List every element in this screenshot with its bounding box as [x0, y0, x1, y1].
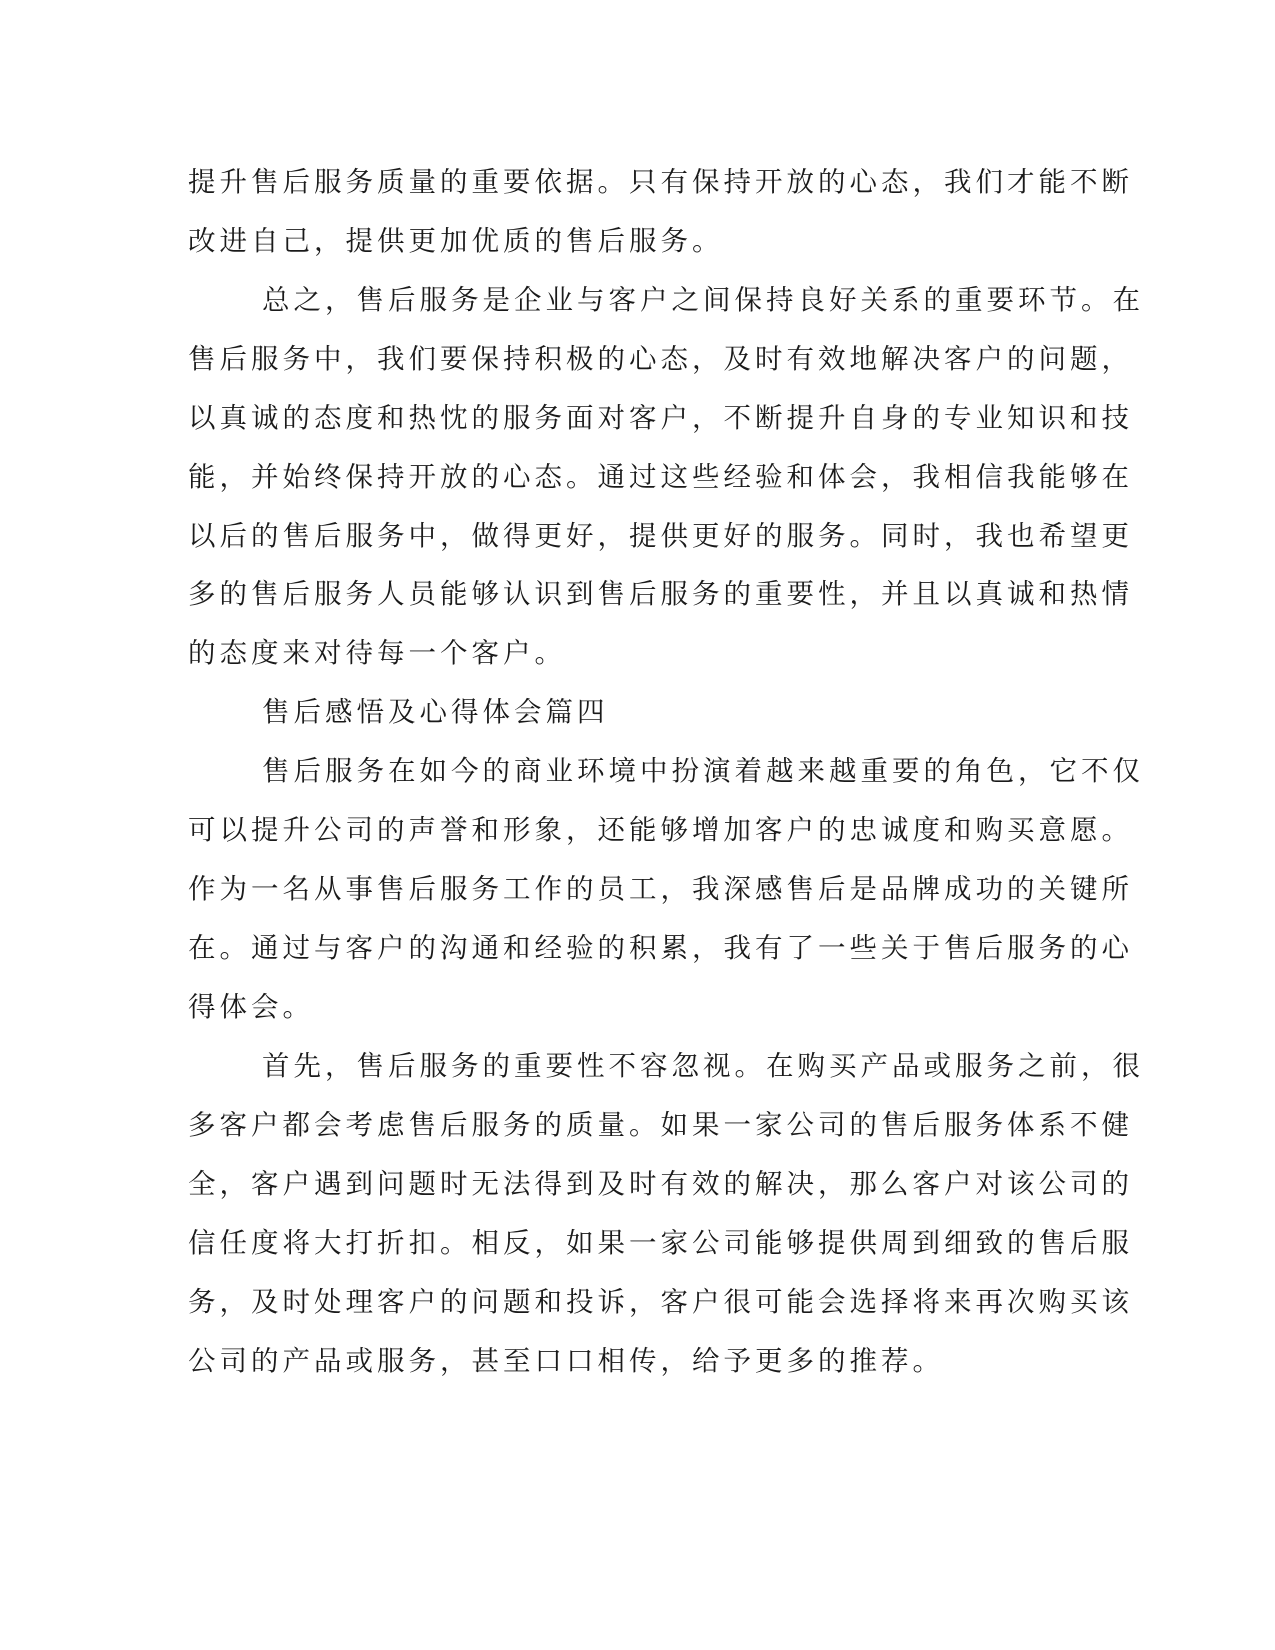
text-line: 信任度将大打折扣。相反，如果一家公司能够提供周到细致的售后服	[188, 1227, 1133, 1259]
paragraph-start-line: 首先，售后服务的重要性不容忽视。在购买产品或服务之前，很	[262, 1050, 1144, 1082]
text-line: 在。通过与客户的沟通和经验的积累，我有了一些关于售后服务的心	[188, 932, 1133, 964]
text-line: 改进自己，提供更加优质的售后服务。	[188, 225, 724, 257]
text-line: 以真诚的态度和热忱的服务面对客户，不断提升自身的专业知识和技	[188, 402, 1133, 434]
text-line: 以后的售后服务中，做得更好，提供更好的服务。同时，我也希望更	[188, 520, 1133, 552]
text-line: 提升售后服务质量的重要依据。只有保持开放的心态，我们才能不断	[188, 166, 1133, 198]
text-line: 多的售后服务人员能够认识到售后服务的重要性，并且以真诚和热情	[188, 578, 1133, 610]
section-heading: 售后感悟及心得体会篇四	[262, 696, 609, 728]
text-line: 全，客户遇到问题时无法得到及时有效的解决，那么客户对该公司的	[188, 1168, 1133, 1200]
text-line: 务，及时处理客户的问题和投诉，客户很可能会选择将来再次购买该	[188, 1286, 1133, 1318]
text-line: 售后服务中，我们要保持积极的心态，及时有效地解决客户的问题，	[188, 343, 1133, 375]
text-line: 作为一名从事售后服务工作的员工，我深感售后是品牌成功的关键所	[188, 873, 1133, 905]
paragraph-start-line: 售后服务在如今的商业环境中扮演着越来越重要的角色，它不仅	[262, 755, 1144, 787]
text-line: 多客户都会考虑售后服务的质量。如果一家公司的售后服务体系不健	[188, 1109, 1133, 1141]
text-line: 的态度来对待每一个客户。	[188, 637, 566, 669]
paragraph-start-line: 总之，售后服务是企业与客户之间保持良好关系的重要环节。在	[262, 284, 1144, 316]
text-line: 能，并始终保持开放的心态。通过这些经验和体会，我相信我能够在	[188, 461, 1133, 493]
text-line: 得体会。	[188, 991, 314, 1023]
text-line: 可以提升公司的声誉和形象，还能够增加客户的忠诚度和购买意愿。	[188, 814, 1133, 846]
text-line: 公司的产品或服务，甚至口口相传，给予更多的推荐。	[188, 1345, 944, 1377]
